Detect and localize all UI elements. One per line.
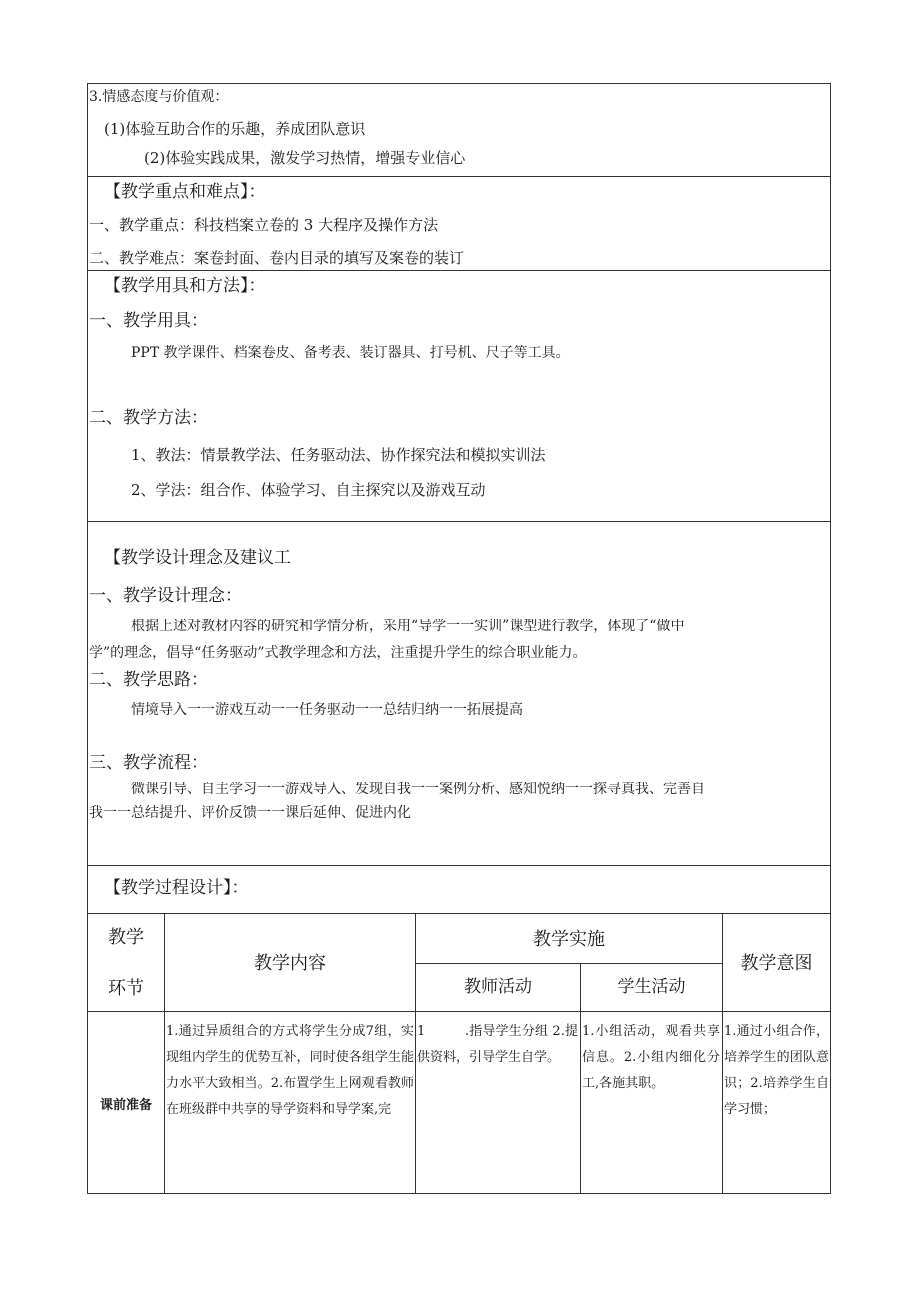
- divider: [415, 963, 722, 964]
- header-intent: 教学意图: [740, 953, 813, 974]
- divider: [87, 270, 831, 271]
- methods-title: 二、教学方法：: [89, 408, 208, 428]
- concept-line-1: 根据上述对教材内容的研究和学情分析，采用“导学一一实训”课型进行教学，体现了“做中: [131, 619, 685, 633]
- tools-title: 一、教学用具：: [89, 311, 208, 331]
- tools-text: PPT 教学课件、档案卷皮、备考表、装订器具、打号机、尺子等工具。: [131, 345, 570, 361]
- header-stage-line-2: 环节: [108, 978, 144, 999]
- keypoints-heading: 【教学重点和难点】：: [104, 182, 266, 202]
- key-point: 一、教学重点：科技档案立卷的 3 大程序及操作方法: [89, 216, 439, 234]
- row-teacher-activity: 1 .指导学生分组 2.提供资料，引导学生自学。: [417, 1024, 578, 1065]
- concept-line-2: 学”的理念，倡导“任务驱动”式教学理念和方法，注重提升学生的综合职业能力。: [89, 645, 587, 661]
- column-rule: [415, 913, 416, 1194]
- row-content: 1.通过异质组合的方式将学生分成7组，实现组内学生的优势互补，同时使各组学生能力水平大致相当。2.布置学生上网观看教师在班级群中共享的导学资料和导学案,完: [166, 1024, 414, 1117]
- header-student-activity: 学生活动: [617, 977, 686, 997]
- header-stage-line-1: 教学: [108, 927, 144, 948]
- row-stage: 课前准备: [99, 1098, 152, 1113]
- tools-heading: 【教学用具和方法】：: [104, 276, 266, 296]
- flow-line-2: 我一一总结提升、评价反馈一一课后延伸、促进内化: [89, 805, 411, 821]
- divider: [87, 913, 831, 914]
- idea-title: 二、教学思路：: [89, 670, 208, 690]
- divider: [87, 521, 831, 522]
- attitude-heading: 3.情感态度与价值观：: [89, 89, 229, 105]
- header-teacher-activity: 教师活动: [464, 977, 532, 997]
- difficult-point: 二、教学难点：案卷封面、卷内目录的填写及案卷的装订: [89, 249, 465, 267]
- column-rule: [580, 963, 581, 1194]
- method-learning: 2、学法：组合作、体验学习、自主探究以及游戏互动: [131, 481, 486, 499]
- divider: [87, 865, 831, 866]
- divider: [87, 176, 831, 177]
- idea-text: 情境导入一一游戏互动一一任务驱动一一总结归纳一一拓展提高: [131, 702, 523, 718]
- row-student-activity: 1.小组活动，观看共享信息。2.小组内细化分工,各施其职。: [582, 1024, 720, 1091]
- header-content: 教学内容: [254, 953, 326, 974]
- divider: [87, 1011, 831, 1012]
- header-implementation: 教学实施: [533, 929, 605, 950]
- flow-line-1: 微课引导、自主学习一一游戏导入、发现自我一一案例分析、感知悦纳一一探寻真我、完善自: [131, 782, 705, 796]
- row-intent: 1.通过小组合作，培养学生的团队意识；2.培养学生自学习惯；: [724, 1024, 829, 1117]
- design-heading: 【教学设计理念及建议工: [104, 548, 291, 568]
- process-heading: 【教学过程设计】：: [104, 878, 249, 898]
- concept-title: 一、教学设计理念：: [89, 586, 242, 606]
- flow-title: 三、教学流程：: [89, 753, 208, 773]
- method-teaching: 1、教法：情景教学法、任务驱动法、协作探究法和模拟实训法: [131, 446, 546, 464]
- attitude-item-1: (1)体验互助合作的乐趣，养成团队意识: [104, 120, 366, 138]
- attitude-item-2: (2)体验实践成果，激发学习热情，增强专业信心: [144, 149, 466, 167]
